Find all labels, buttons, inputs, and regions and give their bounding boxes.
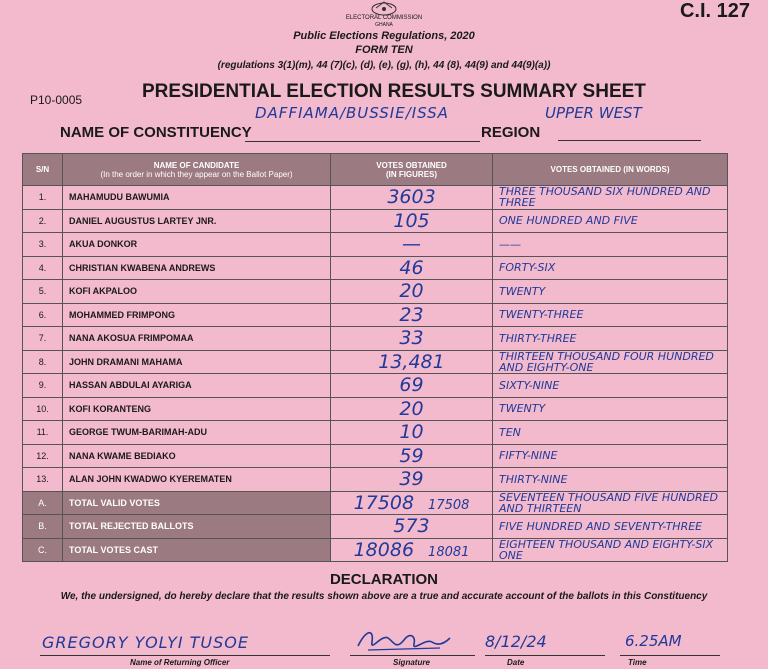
header-figures: [331, 154, 493, 186]
date-underline: [485, 655, 605, 656]
signature-underline: [350, 655, 475, 656]
candidate-name: NANA AKOSUA FRIMPOMAA: [63, 327, 331, 351]
votes-figures: 20: [331, 397, 493, 421]
votes-figures-value: 18086: [353, 538, 415, 561]
table-header-row: [23, 154, 728, 186]
date-value: 8/12/24: [485, 632, 547, 651]
constituency-underline: [245, 141, 480, 142]
votes-figures: 59: [331, 444, 493, 468]
candidate-name: JOHN DRAMANI MAHAMA: [63, 350, 331, 374]
votes-figures-correction: 17508: [428, 497, 470, 513]
header-figures-sub: (IN FIGURES): [385, 169, 438, 179]
candidate-name: MAHAMUDU BAWUMIA: [63, 186, 331, 210]
row-sn: 13.: [23, 468, 63, 492]
votes-figures: [331, 491, 493, 515]
row-sn: 4.: [23, 256, 63, 280]
row-sn: 3.: [23, 233, 63, 257]
votes-words: ONE HUNDRED AND FIVE: [493, 209, 728, 233]
votes-words: FIVE HUNDRED AND SEVENTY-THREE: [493, 515, 728, 539]
page-title: PRESIDENTIAL ELECTION RESULTS SUMMARY SHEET: [142, 81, 646, 102]
votes-figures: 3603: [331, 186, 493, 210]
row-sn: 1.: [23, 186, 63, 210]
form-number: FORM TEN: [355, 44, 413, 56]
votes-words: TWENTY: [493, 280, 728, 304]
votes-figures: 573: [331, 515, 493, 539]
candidate-name: ALAN JOHN KWADWO KYEREMATEN: [63, 468, 331, 492]
officer-underline: [40, 655, 330, 656]
candidate-name: NANA KWAME BEDIAKO: [63, 444, 331, 468]
regulations-title: Public Elections Regulations, 2020: [293, 30, 475, 42]
table-row: [23, 421, 728, 445]
candidate-name: CHRISTIAN KWABENA ANDREWS: [63, 256, 331, 280]
votes-words: THIRTY-NINE: [493, 468, 728, 492]
sheet-code: P10-0005: [30, 93, 83, 107]
votes-words: SIXTY-NINE: [493, 374, 728, 398]
returning-officer-name: GREGORY YOLYI TUSOE: [42, 633, 249, 652]
votes-figures: 46: [331, 256, 493, 280]
table-row: [23, 233, 728, 257]
table-row: [23, 468, 728, 492]
votes-words: SEVENTEEN THOUSAND FIVE HUNDRED AND THIRTEEN: [493, 491, 728, 515]
signature-label: Signature: [393, 658, 430, 667]
table-row: [23, 209, 728, 233]
table-row: [23, 256, 728, 280]
votes-figures: 20: [331, 280, 493, 304]
votes-words: EIGHTEEN THOUSAND AND EIGHTY-SIX ONE: [493, 538, 728, 562]
candidate-name: KOFI KORANTENG: [63, 397, 331, 421]
votes-words: THREE THOUSAND SIX HUNDRED AND THREE: [493, 186, 728, 210]
officer-label: Name of Returning Officer: [130, 658, 230, 667]
row-sn: 8.: [23, 350, 63, 374]
candidate-name: KOFI AKPALOO: [63, 280, 331, 304]
ci-number: C.I. 127: [679, 0, 750, 22]
row-sn: 6.: [23, 303, 63, 327]
votes-figures: 13,481: [331, 350, 493, 374]
region-label: REGION: [481, 124, 541, 141]
header-sn: S/N: [23, 154, 63, 186]
commission-name: ELECTORAL COMMISSION: [345, 15, 423, 21]
row-sn: A.: [23, 491, 63, 515]
table-row: [23, 186, 728, 210]
candidate-name: MOHAMMED FRIMPONG: [63, 303, 331, 327]
total-row: [23, 538, 728, 562]
candidate-name: DANIEL AUGUSTUS LARTEY JNR.: [63, 209, 331, 233]
constituency-label: NAME OF CONSTITUENCY: [60, 124, 252, 141]
votes-words: THIRTEEN THOUSAND FOUR HUNDRED AND EIGHTY-ONE: [493, 350, 728, 374]
votes-figures: —: [331, 233, 493, 257]
votes-figures: 69: [331, 374, 493, 398]
commission-country: GHANA: [375, 22, 393, 28]
votes-words: TWENTY: [493, 397, 728, 421]
votes-words: THIRTY-THREE: [493, 327, 728, 351]
table-row: [23, 397, 728, 421]
total-label: TOTAL REJECTED BALLOTS: [63, 515, 331, 539]
votes-figures: 10: [331, 421, 493, 445]
time-underline: [620, 655, 720, 656]
votes-words: FIFTY-NINE: [493, 444, 728, 468]
votes-figures: 105: [331, 209, 493, 233]
region-value: UPPER WEST: [545, 104, 642, 122]
row-sn: 10.: [23, 397, 63, 421]
date-label: Date: [507, 658, 525, 667]
votes-figures-value: 17508: [353, 491, 415, 514]
declaration-text: We, the undersigned, do hereby declare that the results shown above are a true and accurate account of the ballots in this Constituency: [60, 591, 708, 602]
header-candidate-title: NAME OF CANDIDATE: [153, 160, 240, 170]
total-row: [23, 491, 728, 515]
header-candidate-sub: (In the order in which they appear on the Ballot Paper): [100, 169, 293, 179]
time-label: Time: [628, 658, 647, 667]
votes-figures: 39: [331, 468, 493, 492]
header-words: VOTES OBTAINED (IN WORDS): [493, 154, 728, 186]
row-sn: B.: [23, 515, 63, 539]
results-table: [22, 153, 728, 562]
row-sn: C.: [23, 538, 63, 562]
table-row: [23, 350, 728, 374]
table-row: [23, 327, 728, 351]
votes-figures-correction: 18081: [428, 544, 470, 560]
votes-figures: [331, 538, 493, 562]
votes-words: FORTY-SIX: [493, 256, 728, 280]
table-row: [23, 280, 728, 304]
votes-words: TEN: [493, 421, 728, 445]
header-figures-title: VOTES OBTAINED: [376, 160, 447, 170]
votes-words: ——: [493, 233, 728, 257]
row-sn: 12.: [23, 444, 63, 468]
row-sn: 5.: [23, 280, 63, 304]
candidate-name: GEORGE TWUM-BARIMAH-ADU: [63, 421, 331, 445]
table-row: [23, 444, 728, 468]
regulations-reference: (regulations 3(1)(m), 44 (7)(c), (d), (e), (g), (h), 44 (8), 44(9) and 44(9)(a)): [217, 60, 551, 71]
table-row: [23, 374, 728, 398]
coat-of-arms-icon: [356, 0, 412, 16]
constituency-value: DAFFIAMA/BUSSIE/ISSA: [255, 104, 449, 122]
total-row: [23, 515, 728, 539]
time-value: 6.25AM: [625, 632, 682, 650]
table-row: [23, 303, 728, 327]
header-candidate: [63, 154, 331, 186]
candidate-name: HASSAN ABDULAI AYARIGA: [63, 374, 331, 398]
votes-figures: 23: [331, 303, 493, 327]
row-sn: 9.: [23, 374, 63, 398]
total-label: TOTAL VALID VOTES: [63, 491, 331, 515]
declaration-title: DECLARATION: [329, 571, 439, 588]
row-sn: 11.: [23, 421, 63, 445]
votes-figures: 33: [331, 327, 493, 351]
votes-words: TWENTY-THREE: [493, 303, 728, 327]
row-sn: 2.: [23, 209, 63, 233]
candidate-name: AKUA DONKOR: [63, 233, 331, 257]
region-underline: [558, 140, 701, 141]
signature-icon: [352, 624, 456, 658]
row-sn: 7.: [23, 327, 63, 351]
total-label: TOTAL VOTES CAST: [63, 538, 331, 562]
